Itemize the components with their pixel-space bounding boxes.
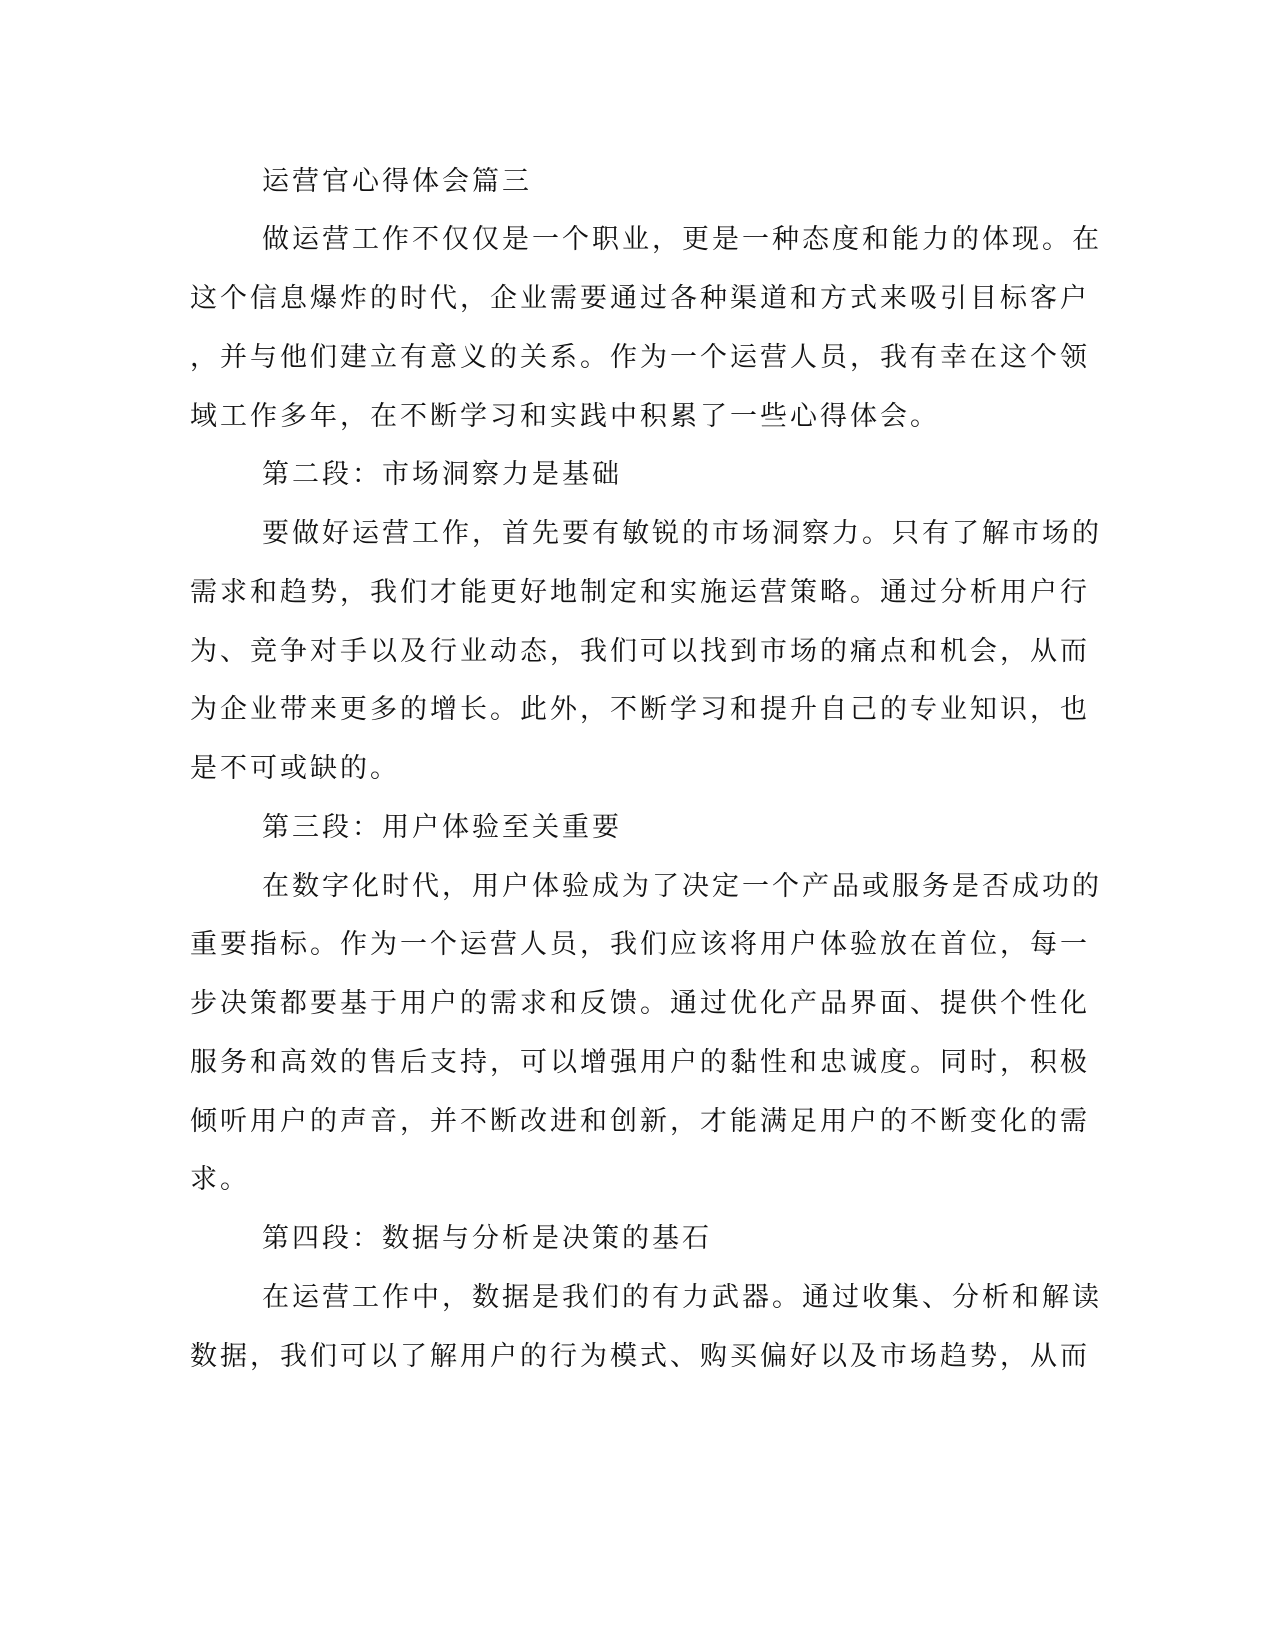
paragraph-ux-line-5: 倾听用户的声音，并不断改进和创新，才能满足用户的不断变化的需: [190, 1106, 1090, 1137]
section-heading-2: 第二段：市场洞察力是基础: [262, 459, 622, 490]
paragraph-intro-line-3: ，并与他们建立有意义的关系。作为一个运营人员，我有幸在这个领: [190, 342, 1090, 373]
paragraph-market-line-4: 为企业带来更多的增长。此外，不断学习和提升自己的专业知识，也: [190, 694, 1090, 725]
paragraph-intro-line-2: 这个信息爆炸的时代，企业需要通过各种渠道和方式来吸引目标客户: [190, 283, 1090, 314]
paragraph-market-line-1: 要做好运营工作，首先要有敏锐的市场洞察力。只有了解市场的: [262, 518, 1102, 549]
paragraph-market-line-2: 需求和趋势，我们才能更好地制定和实施运营策略。通过分析用户行: [190, 577, 1090, 608]
paragraph-data-line-2: 数据，我们可以了解用户的行为模式、购买偏好以及市场趋势，从而: [190, 1341, 1090, 1372]
paragraph-market-line-5: 是不可或缺的。: [190, 753, 400, 784]
paragraph-intro-line-4: 域工作多年，在不断学习和实践中积累了一些心得体会。: [190, 401, 940, 432]
section-heading-4: 第四段：数据与分析是决策的基石: [262, 1223, 712, 1254]
document-title: 运营官心得体会篇三: [262, 166, 532, 197]
paragraph-ux-line-2: 重要指标。作为一个运营人员，我们应该将用户体验放在首位，每一: [190, 929, 1090, 960]
paragraph-ux-line-3: 步决策都要基于用户的需求和反馈。通过优化产品界面、提供个性化: [190, 988, 1090, 1019]
paragraph-ux-line-6: 求。: [190, 1164, 250, 1195]
section-heading-3: 第三段：用户体验至关重要: [262, 812, 622, 843]
paragraph-intro-line-1: 做运营工作不仅仅是一个职业，更是一种态度和能力的体现。在: [262, 224, 1102, 255]
paragraph-data-line-1: 在运营工作中，数据是我们的有力武器。通过收集、分析和解读: [262, 1282, 1102, 1313]
paragraph-market-line-3: 为、竞争对手以及行业动态，我们可以找到市场的痛点和机会，从而: [190, 636, 1090, 667]
paragraph-ux-line-4: 服务和高效的售后支持，可以增强用户的黏性和忠诚度。同时，积极: [190, 1047, 1090, 1078]
paragraph-ux-line-1: 在数字化时代，用户体验成为了决定一个产品或服务是否成功的: [262, 871, 1102, 902]
